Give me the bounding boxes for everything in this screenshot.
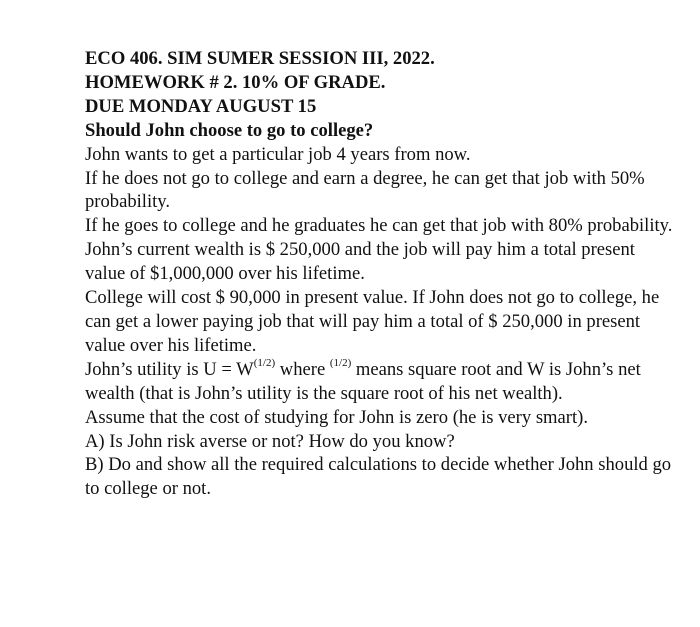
utility-exponent: (1/2) (253, 356, 276, 369)
exponent-reference: (1/2) (329, 356, 352, 369)
question-b: B) Do and show all the required calculations to decide whether John should go to college or not. (85, 454, 672, 500)
question-a: A) Is John risk averse or not? How do you know? (85, 430, 455, 452)
utility-text-where: where (275, 358, 330, 380)
paragraph-no-college-probability: If he does not go to college and earn a degree, he can get that job with 50% probability. (85, 167, 645, 213)
course-header-line: ECO 406. SIM SUMER SESSION III, 2022. (85, 48, 435, 69)
homework-document (85, 47, 675, 501)
utility-text-end: means square root and W is John’s net wealth (that is John’s utility is the square root of his net wealth). (85, 358, 641, 404)
paragraph-college-cost: College will cost $ 90,000 in present value. If John does not go to college, he can get a lower paying job that will pay him a total of $ 250,000 in present value over his lifetime. (85, 287, 660, 356)
utility-text-start: John’s utility is U = W (85, 358, 254, 380)
due-date-line: DUE MONDAY AUGUST 15 (85, 95, 317, 117)
paragraph-study-cost: Assume that the cost of studying for John is zero (he is very smart). (85, 406, 588, 428)
paragraph-utility (85, 358, 675, 406)
homework-header-line: HOMEWORK # 2. 10% OF GRADE. (85, 71, 386, 93)
paragraph-college-probability: If he goes to college and he graduates he can get that job with 80% probability. (85, 215, 673, 237)
paragraph-wealth: John’s current wealth is $ 250,000 and the job will pay him a total present value of $1,000,000 over his lifetime. (85, 239, 635, 285)
question-title: Should John choose to go to college? (85, 119, 374, 141)
paragraph-job-goal: John wants to get a particular job 4 years from now. (85, 143, 471, 165)
